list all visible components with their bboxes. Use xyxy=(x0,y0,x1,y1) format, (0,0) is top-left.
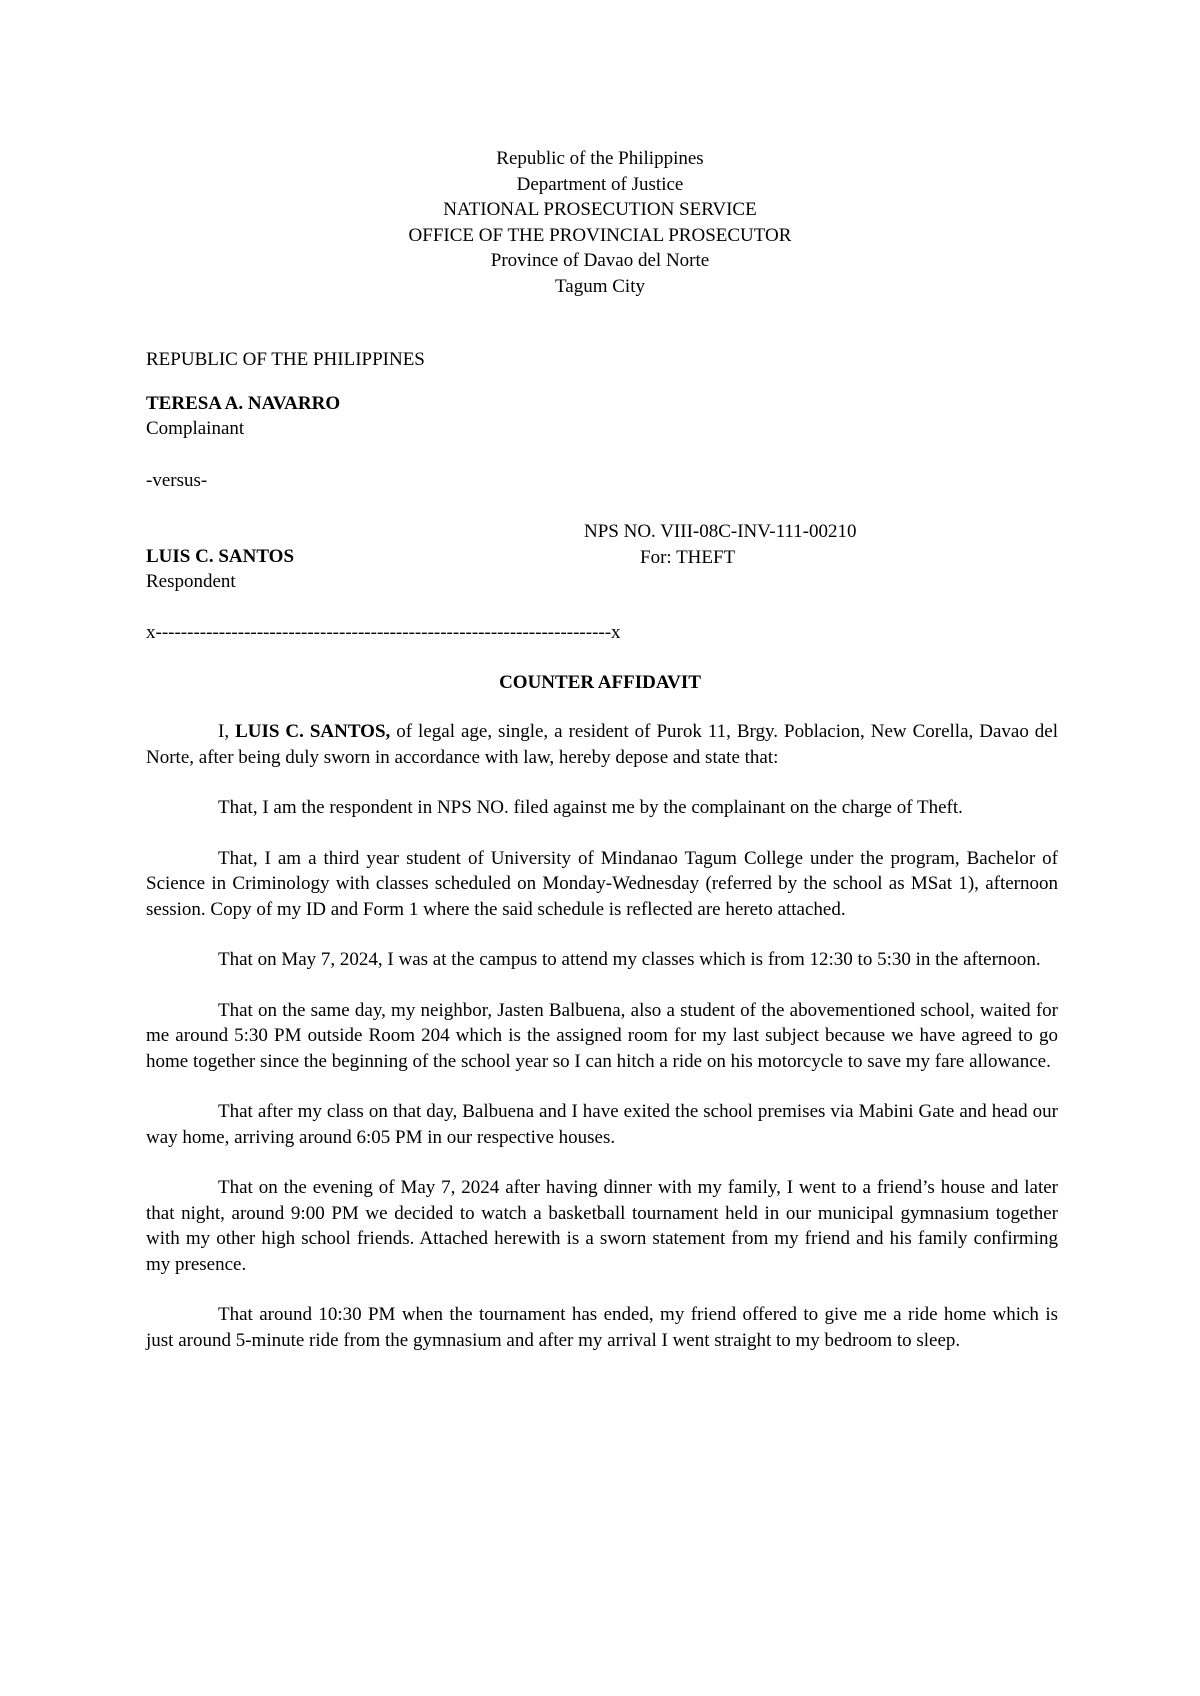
header-line-city: Tagum City xyxy=(555,275,645,297)
affidavit-body xyxy=(146,719,1058,1378)
caption-divider: x------------------------------------------------------------------------x xyxy=(146,622,621,643)
header-line-nps: NATIONAL PROSECUTION SERVICE xyxy=(443,199,757,220)
paragraph: That on the evening of May 7, 2024 after having dinner with my family, I went to a friend’s house and later that night, around 9:00 PM we decided to watch a basketball tournament held in our municipal gymnasium together with my other high school friends. Attached herewith is a sworn statement from my friend and his family confirming my presence. xyxy=(146,1177,1058,1275)
respondent-label: Respondent xyxy=(146,571,236,592)
header-line-office: OFFICE OF THE PROVINCIAL PROSECUTOR xyxy=(408,224,792,246)
paragraph: That, I am the respondent in NPS NO. filed against me by the complainant on the charge of Theft. xyxy=(218,797,963,818)
intro-post: of legal age, single, a resident of Purok 11, Brgy. Poblacion, New Corella, Davao del Norte, after being duly sworn in accordance with law, hereby depose and state that: xyxy=(146,721,1059,768)
versus-label: -versus- xyxy=(146,470,208,491)
affiant-name: LUIS C. SANTOS, xyxy=(235,721,391,742)
complainant-name: TERESA A. NAVARRO xyxy=(146,393,341,414)
complainant-label: Complainant xyxy=(146,418,245,439)
paragraph: That around 10:30 PM when the tournament has ended, my friend offered to give me a ride home which is just around 5-minute ride from the gymnasium and after my arrival I went straight to my bedroom to sleep. xyxy=(146,1304,1058,1351)
charge-label: For: THEFT xyxy=(640,546,736,568)
paragraph: That after my class on that day, Balbuena and I have exited the school premises via Mabini Gate and head our way home, arriving around 6:05 PM in our respective houses. xyxy=(146,1101,1058,1148)
header-line-province: Province of Davao del Norte xyxy=(490,250,710,271)
case-info xyxy=(584,519,924,570)
paragraph: That on the same day, my neighbor, Jasten Balbuena, also a student of the abovementioned school, waited for me around 5:30 PM outside Room 204 which is the assigned room for my last subject because we have agreed to go home together since the beginning of the school year so I can hitch a ride on his motorcycle to save my fare allowance. xyxy=(146,999,1058,1072)
paragraph: That, I am a third year student of University of Mindanao Tagum College under the program, Bachelor of Science in Criminology with classes scheduled on Monday-Wednesday (referred by the school as MSat 1), afternoon session. Copy of my ID and Form 1 where the said schedule is reflected are hereto attached. xyxy=(146,847,1058,920)
intro-paragraph xyxy=(146,719,1058,770)
document-title: COUNTER AFFIDAVIT xyxy=(499,672,701,693)
header-line-department: Department of Justice xyxy=(516,173,684,195)
respondent-name: LUIS C. SANTOS xyxy=(146,546,295,567)
paragraph: That on May 7, 2024, I was at the campus to attend my classes which is from 12:30 to 5:30 in the afternoon. xyxy=(218,949,1041,970)
caption-plaintiff: REPUBLIC OF THE PHILIPPINES xyxy=(146,349,425,370)
intro-pre: I, xyxy=(218,721,236,742)
document-header xyxy=(0,146,1200,299)
header-line-republic: Republic of the Philippines xyxy=(496,148,704,169)
nps-number: NPS NO. VIII-08C-INV-111-00210 xyxy=(584,521,857,542)
